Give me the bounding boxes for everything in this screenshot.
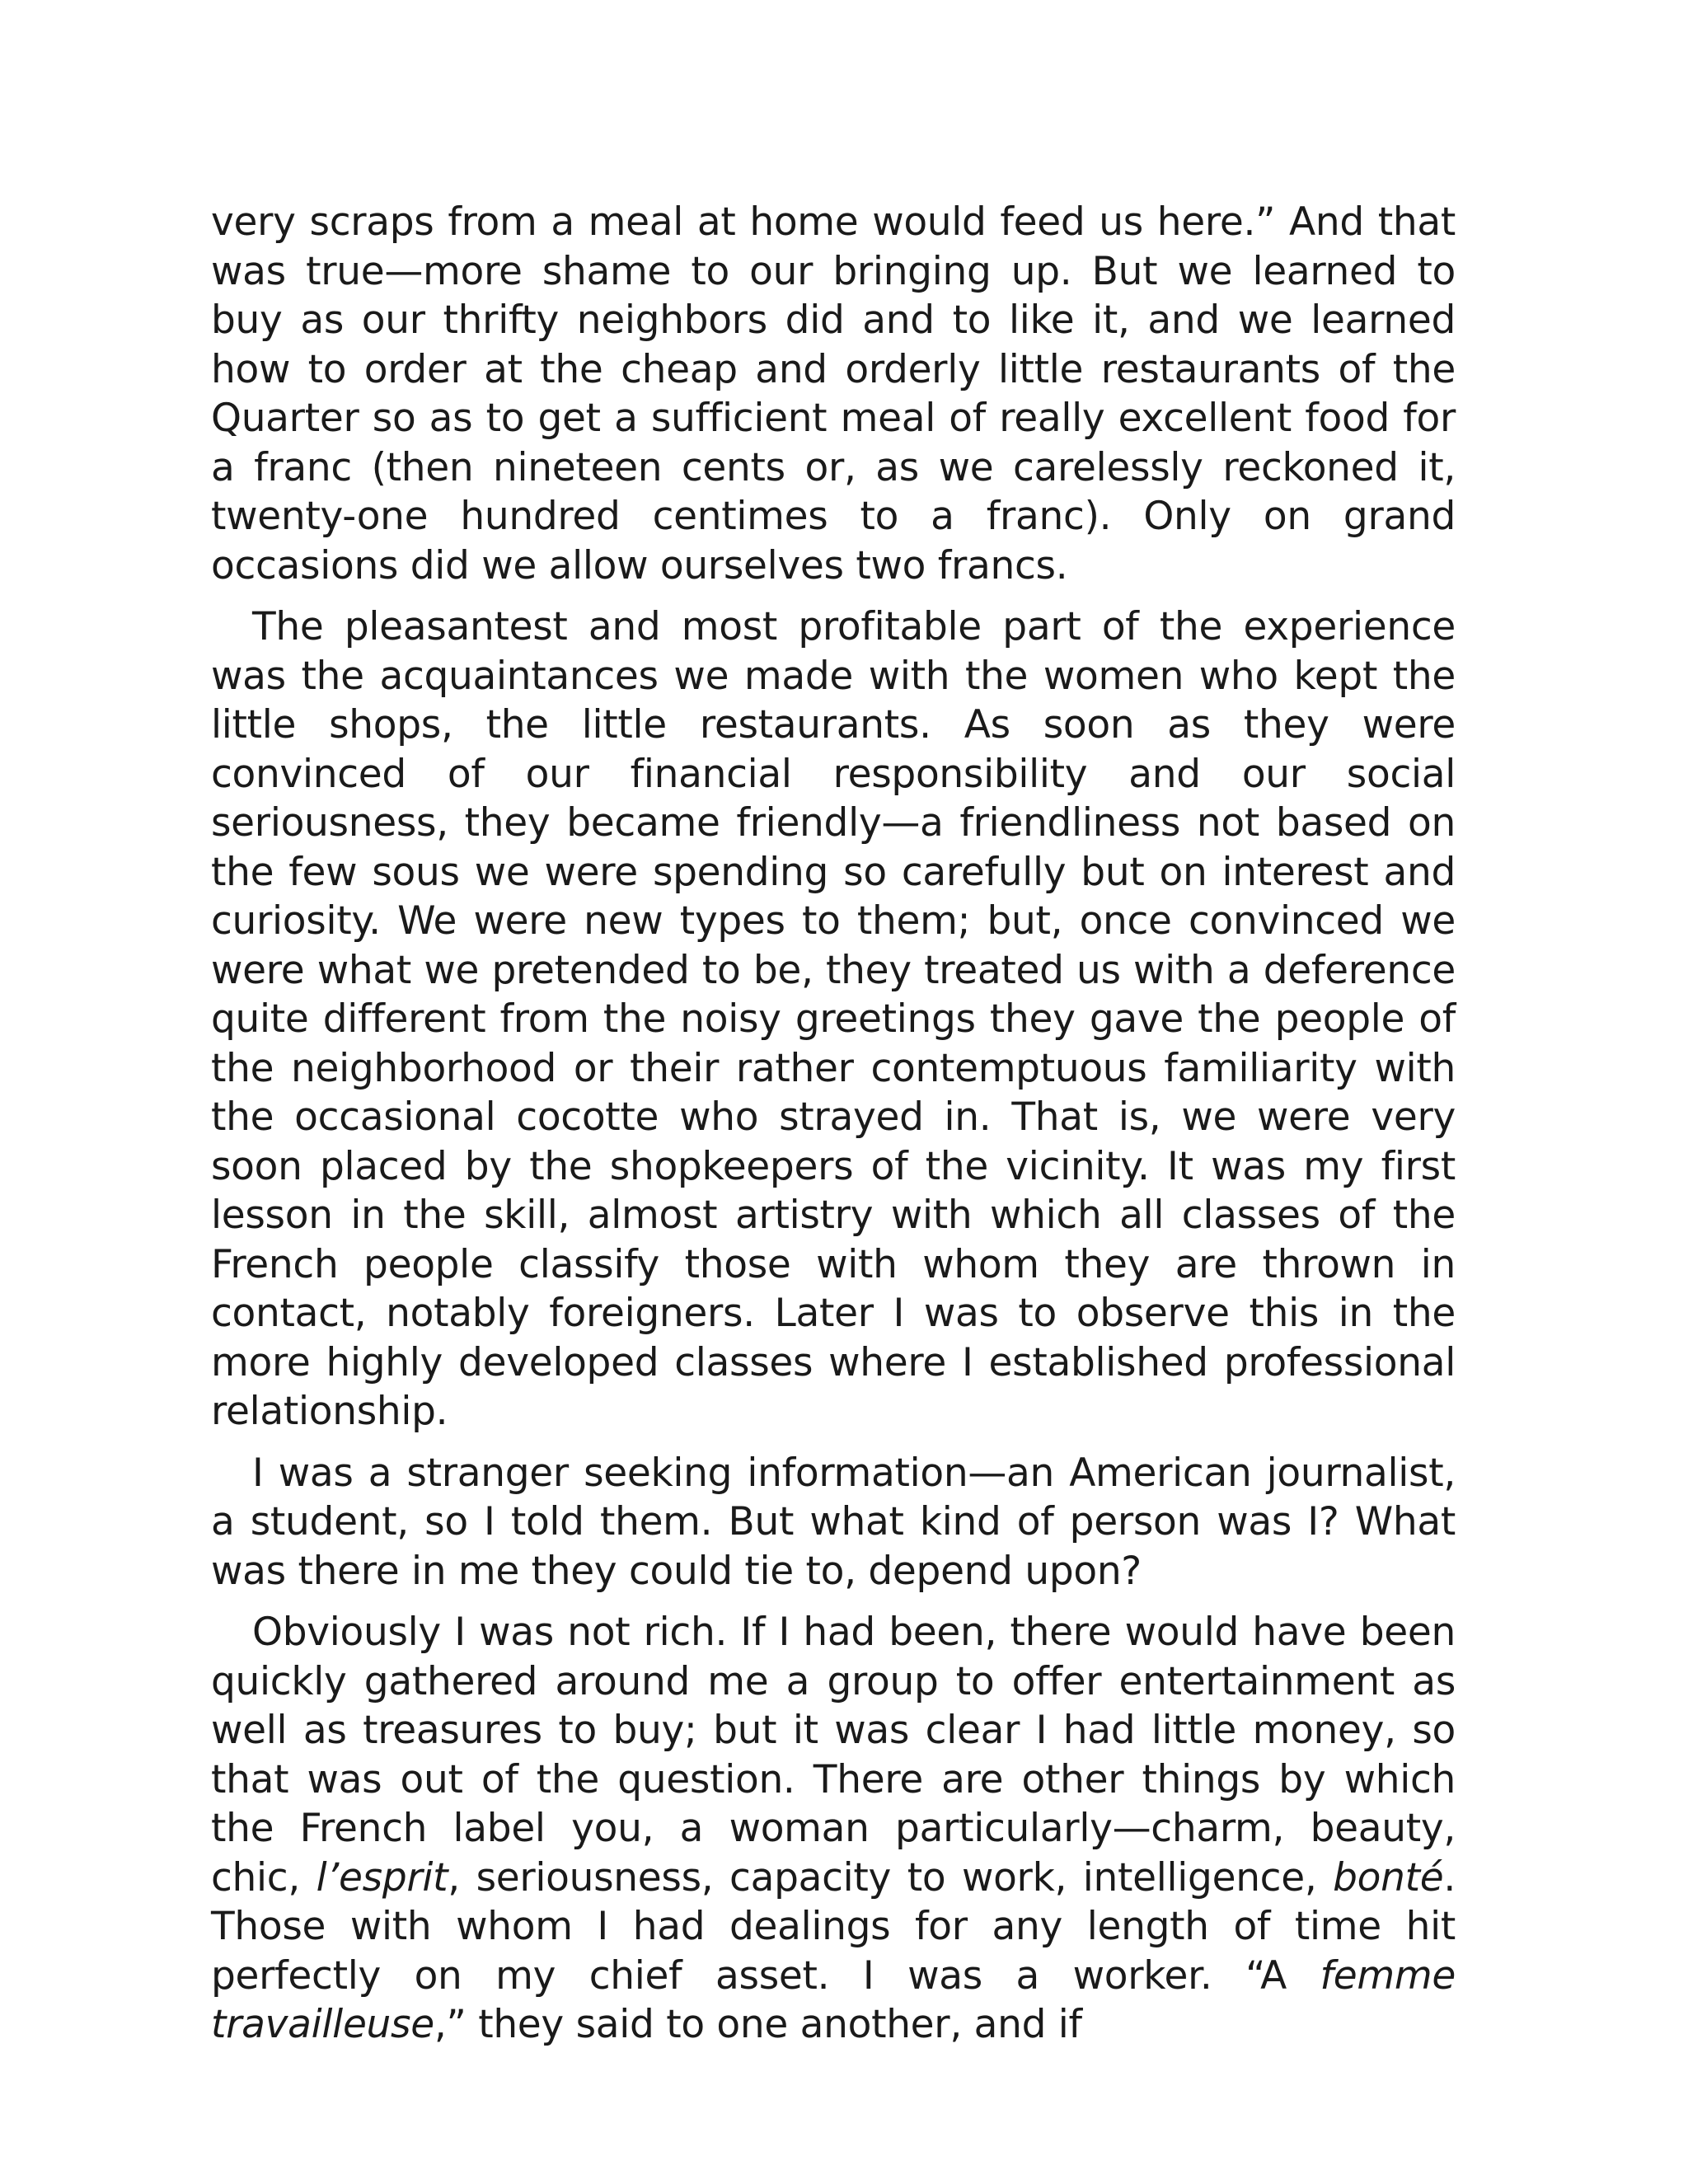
italic-phrase-bonte: bonté — [1333, 1854, 1444, 1900]
paragraph-text: Obviously I was not rich. If I had been, there would have been quickly gathered around me a group to offer entertainment as well as treasures to buy; but it was clear I had little money, so that was out of the question. There are other things by which the French label you, a woman particularly—charm, beauty, chic, — [211, 1610, 1456, 1900]
paragraph-text: very scraps from a meal at home would feed us here.” And that was true—more shame to our bringing up. But we learned to buy as our thrifty neighbors did and to like it, and we learned how to order at the cheap and orderly little restaurants of the Quarter so as to get a sufficient meal of really excellent food for a franc (then nineteen cents or, as we carelessly reckoned it, twenty-one hundred centimes to a franc). Only on grand occasions did we allow ourselves two francs. — [211, 199, 1456, 588]
paragraph-text: The pleasantest and most profitable part of the experience was the acquaintances we made with the women who kept the little shops, the little restaurants. As soon as they were convinced of our financial responsibility and our social seriousness, they became friendly—a friendliness not based on the few sous we were spending so carefully but on interest and curiosity. We were new types to them; but, once convinced we were what we pretended to be, they treated us with a deference quite different from the noisy greetings they gave the people of the neighborhood or their rather contemptuous familiarity with the occasional cocotte who strayed in. That is, we were very soon placed by the shopkeepers of the vicinity. It was my first lesson in the skill, almost artistry with which all classes of the French people classify those with whom they are thrown in contact, notably foreigners. Later I was to observe this in the more highly developed classes where I established professional relationship. — [211, 604, 1456, 1434]
paragraph-text: . Those with whom I had dealings for any length of time hit perfectly on my chief asset. I was a worker. “A — [211, 1854, 1456, 1999]
paragraph-2 — [211, 602, 1456, 1436]
paragraph-1 — [211, 198, 1456, 590]
paragraph-text: I was a stranger seeking information—an American journalist, a student, so I told them. But what kind of person was I? What was there in me they could tie to, depend upon? — [211, 1450, 1456, 1594]
paragraph-text: , seriousness, capacity to work, intelligence, — [448, 1854, 1334, 1900]
paragraph-3 — [211, 1449, 1456, 1596]
italic-phrase-femme-travailleuse: femme travailleuse — [211, 1952, 1456, 2047]
italic-phrase-lesprit: l’esprit — [316, 1854, 448, 1900]
paragraph-text: ,” they said to one another, and if — [434, 2002, 1082, 2047]
page-body — [211, 198, 1456, 2062]
paragraph-4 — [211, 1608, 1456, 2050]
